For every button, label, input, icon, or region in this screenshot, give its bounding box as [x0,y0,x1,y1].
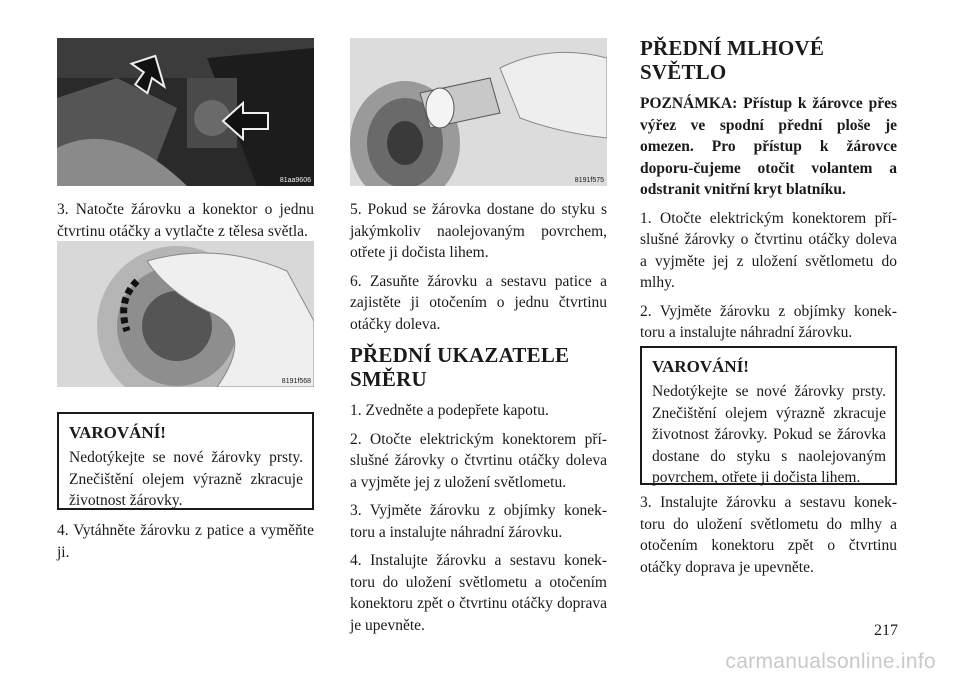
warning-title: VAROVÁNÍ! [652,357,749,376]
engine-bay-photo [57,38,314,186]
bulb-socket-photo [350,38,607,186]
bulb-removal-photo [57,241,314,387]
warning-body: Nedotýkejte se nové žárovky prsty. Znečištění olejem výrazně zkracuje životnost žárovky. [69,449,303,509]
warning-box-right [640,346,897,485]
middle-step-5: 5. Pokud se žárovka dostane do styku s jakýmkoliv naolejovaným povrchem, otřete ji dočista lihem. [350,201,607,261]
warning-title: VAROVÁNÍ! [69,423,166,442]
middle-step-6: 6. Zasuňte žárovku a sestavu patice a zajistěte ji otočením o jednu čtvrtinu otáčky doleva. [350,272,607,333]
note: POZNÁMKA: Přístup k žárovce přes výřez ve spodní přední ploše je omezen. Pro přístup k žárovce doporu-čujeme otočit volantem a odstranit vnitřní kryt blatníku. [640,95,897,198]
middle-step-3: 3. Vyjměte žárovku z objímky konek-toru a instalujte náhradní žárovku. [350,502,607,541]
left-step-3: 3. Natočte žárovku a konektor o jednu čtvrtinu otáčky a vytlačte z tělesa světla. [57,201,314,240]
watermark: carmanualsonline.info [725,650,936,673]
middle-step-1: 1. Zvedněte a podepřete kapotu. [350,402,549,419]
image-code: 8191f575 [574,177,604,184]
section-heading: PŘEDNÍ UKAZATELE SMĚRU [350,343,570,391]
warning-body: Nedotýkejte se nové žárovky prsty. Znečištění olejem výrazně zkracuje životnost žárovky. Pokud se žárovka dostane do styku s naolejovaným povrchem, otřete ji dočista lihem. [652,383,886,486]
right-step-3: 3. Instalujte žárovku a sestavu konek-toru do uložení světlometu do mlhy a otočením konektoru zpět o čtvrtinu otáčky doprava je upevněte. [640,494,897,576]
warning-box-left [57,412,314,510]
right-step-2: 2. Vyjměte žárovku z objímky konek-toru a instalujte náhradní žárovku. [640,302,897,341]
middle-step-2: 2. Otočte elektrickým konektorem pří-slušné žárovky o čtvrtinu otáčky doleva a vyjměte jej z uložení světlometu. [350,430,607,491]
section-heading: PŘEDNÍ MLHOVÉ SVĚTLO [640,36,825,84]
image-code: 81aa9606 [279,177,311,184]
page-number: 217 [874,622,898,639]
image-code: 8191f568 [281,378,311,385]
left-step-4: 4. Vytáhněte žárovku z patice a vyměňte ji. [57,522,314,561]
middle-step-4: 4. Instalujte žárovku a sestavu konek-toru do uložení světlometu a otočením konektoru zpět o čtvrtinu otáčky doprava je upevněte. [350,552,607,634]
right-step-1: 1. Otočte elektrickým konektorem pří-slušné žárovky o čtvrtinu otáčky doleva a vyjměte jej z uložení světlometu do mlhy. [640,209,897,291]
